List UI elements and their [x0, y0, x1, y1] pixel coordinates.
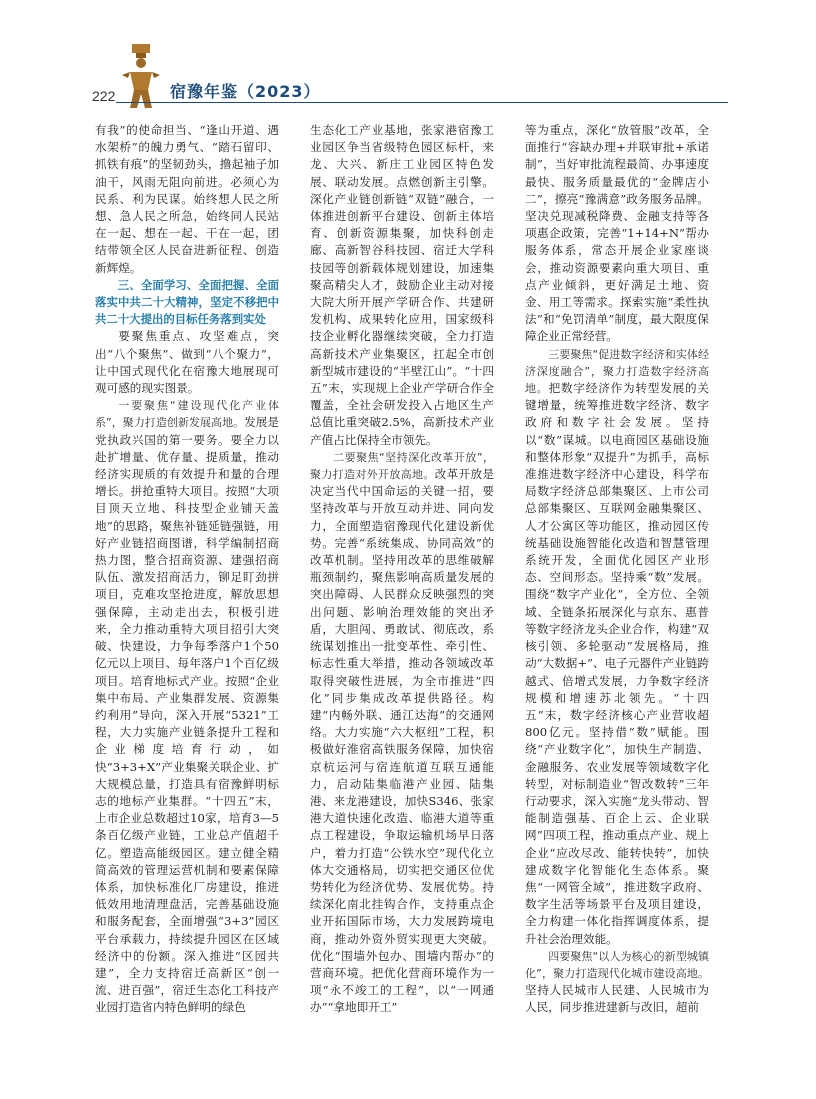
- paragraph: 要聚焦重点、攻坚难点，突出“八个聚焦”、做到“八个聚力”，让中国式现代化在宿豫大地展现可观可感的现实图景。: [95, 329, 279, 396]
- paragraph-lead: 二要聚焦“坚持深化改革开放”，聚力打造对外开放高地。: [310, 450, 494, 482]
- paragraph: [95, 397, 279, 1016]
- paragraph-lead: 三要聚焦“促进数字经济和实体经济深度融合”，聚力打造数字经济高地。: [525, 347, 709, 396]
- page-number: 222: [92, 88, 116, 104]
- header-rule: [116, 102, 728, 103]
- paragraph-lead: 一要聚焦“建设现代化产业体系”，聚力打造创新发展高地。: [95, 399, 279, 430]
- paragraph: [525, 346, 709, 948]
- book-title: 宿豫年鉴（2023）: [170, 82, 321, 101]
- paragraph: [310, 449, 494, 1017]
- paragraph: [525, 948, 709, 1017]
- paragraph-body: 改革开放是决定当代中国命运的关键一招，要坚持改革与开放互动并进、同向发力，全面塑造宿豫现代化建设新优势。完善“系统集成、协同高效”的改革机制。坚持用改革的思维破解瓶颈制约，聚焦影响高质量发展的突出障碍、人民群众反映强烈的突出问题、影响治理效能的突出矛盾，大胆闯、勇敢试、彻底改，系统谋划推出一批变革性、牵引性、标志性重大举措，推动各领域改革取得突破性进展，为全市推进“四化”同步集成改革提供路径。构建“内畅外联、通江达海”的交通网络。大力实施“六大枢纽”工程，积极做好淮宿高铁服务保障，加快宿京杭运河与宿连航道互联互通能力，启动陆集临港产业园、陆集港、来龙港建设，加快S346、张家港大道快速化改造、临港大道等重点工程建设，争取运输机场早日落户，着力打造“公铁水空”现代化立体大交通格局，切实把交通区位优势转化为经济优势、发展优势。持续深化南北挂钩合作，支持重点企业开拓国际市场，大力发展跨境电商，推动外资外贸实现更大突破。优化“围墙外包办、围墙内帮办”的营商环境。把优化营商环境作为一项“永不竣工的工程”，以“一网通办”“拿地即开工”: [310, 467, 494, 1015]
- paragraph-body: 发展是党执政兴国的第一要务。要全力以赴扩增量、优存量、提质量，推动经济实现质的有效提升和量的合理增长。拼抢重特大项目。按照“大项目顶天立地、科技型企业铺天盖地”的思路，聚焦补链延链强链，用好产业链招商图谱，科学编制招商热力图，整合招商资源、建强招商队伍、激发招商活力，铆足盯劲拼项目，克难攻坚抢进度，解放思想强保障，主动走出去，积极引进来，全力推动重特大项目招引大突破、快建设，力争每季落户1个50亿元以上项目、每年落户1个百亿级项目。培育地标式产业。按照“企业集中布局、产业集群发展、资源集约利用”导向，深入开展“5321”工程，大力实施产业链条提升工程和企业梯度培育行动，如快“3+3+X”产业集聚关联企业、扩大规模总量，打造具有宿豫鲜明标志的地标产业集群。“十四五”末，上市企业总数超过10家，培育3—5条百亿级产业链，工业总产值超千亿。塑造高能级园区。建立健全精简高效的管理运营机制和要素保障体系，加快标准化厂房建设，推进低效用地清理盘活，完善基础设施和服务配套，全面增强“3+3”园区平台承载力，持续提升园区在区域经济中的份额。深入推进“区园共建”，全力支持宿迁高新区“创一流、进百强”，宿迁生态化工科技产业园打造省内特色鲜明的绿色: [95, 415, 279, 1015]
- paragraph: 生态化工产业基地，张家港宿豫工业园区争当省级特色园区标杆，来龙、大兴、新庄工业园区特色发展、联动发展。点燃创新主引擎。深化产业链创新链“双链”融合，一体推进创新平台建设、创新主体培育、创新资源集聚，加快科创走廊、高新智谷科技园、宿迁大学科技园等创新载体规划建设，加速集聚高精尖人才，鼓励企业主动对接大院大所开展产学研合作、共建研发机构、成果转化应用，国家级科技企业孵化器继续突破，全力打造高新技术产业集聚区，扛起全市创新型城市建设的“半壁江山”。“十四五”末，实现规上企业产学研合作全覆盖，全社会研发投入占地区生产总值比重突破2.5%，高新技术产业产值占比保持全市领先。: [310, 123, 494, 447]
- section-heading: 三、全面学习、全面把握、全面落实中共二十大精神，坚定不移把中共二十大提出的目标任务落到实处: [95, 277, 279, 327]
- page-header: [0, 0, 816, 118]
- yearbook-logo-icon: [118, 42, 164, 110]
- paragraph-body: 把数字经济作为转型发展的关键增量，统筹推进数字经济、数字政府和数字社会发展。坚持以“数”谋城。以电商园区基础设施和整体形象“双提升”为抓手，高标准推进数字经济中心建设，科学布局数字经济总部集聚区、上市公司总部集聚区、互联网金融集聚区、人才公寓区等功能区，推动园区传统基础设施智能化改造和智慧管理系统开发，全面优化园区产业形态、空间形态。坚持乘“数”发展。围绕“数字产业化”，全方位、全领域、全链条拓展深化与京东、惠普等数字经济龙头企业合作，构建“双核引领、多轮驱动”发展格局，推动“大数据+”、电子元器件产业链跨越式、倍增式发展，力争数字经济规模和增速苏北领先。“十四五”末，数字经济核心产业营收超800亿元。坚持借“数”赋能。围绕“产业数字化”，加快生产制造、金融服务、农业发展等领域数字化转型，对标制造业“智改数转”三年行动要求，深入实施“龙头带动、智能制造强基、百企上云、企业联网”四项工程，推动重点产业、规上企业“应改尽改、能转快转”，加快建成数字化智能化生态体系。聚焦“一网管全域”，推进数字政府、数字生活等场景平台及项目建设，全力构建一体化指挥调度体系，提升社会治理效能。: [525, 381, 709, 946]
- paragraph-lead: 四要聚焦“以人为核心的新型城镇化”，聚力打造现代化城市建设高地。: [525, 949, 709, 980]
- paragraph: 等为重点，深化“放管服”改革，全面推行“容缺办理+并联审批+承诺制”，当好审批流程最简、办事速度最快、服务质量最优的“金牌店小二”，擦亮“豫满意”政务服务品牌。坚决兑现减税降费、金融支持等各项惠企政策，完善“1+14+N”帮办服务体系，常态开展企业家座谈会，推动资源要素向重大项目、重点产业倾斜，更好满足土地、资金、用工等需求。探索实施“柔性执法”和“免罚清单”制度，最大限度保障企业正常经营。: [525, 123, 709, 344]
- text-column-1: [95, 122, 279, 1017]
- text-column-3: [525, 122, 709, 1017]
- text-column-2: [310, 122, 494, 1017]
- paragraph: 有我”的使命担当、“逢山开道、遇水架桥”的魄力勇气、“踏石留印、抓铁有痕”的坚韧劲头，撸起袖子加油干，风雨无阻向前进。必须心为民系、利为民谋。始终想人民之所想、急人民之所急，始终同人民站在一起、想在一起、干在一起，团结带领全区人民奋进新征程、创造新辉煌。: [95, 123, 279, 275]
- paragraph-body: 坚持人民城市人民建、人民城市为人民，同步推进建新与改旧，超前: [525, 983, 709, 1015]
